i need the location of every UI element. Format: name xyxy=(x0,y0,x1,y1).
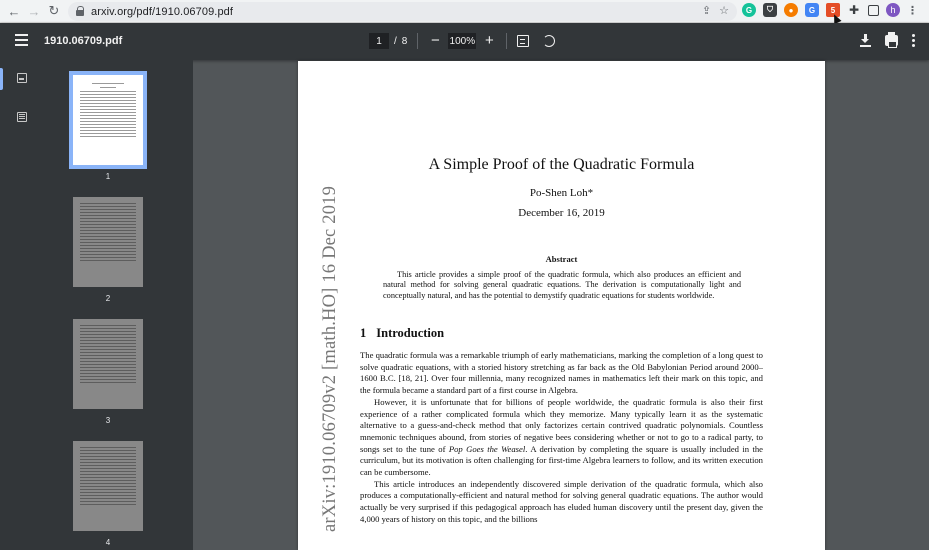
print-icon[interactable] xyxy=(885,35,898,46)
honey-extension-icon[interactable]: ● xyxy=(784,3,798,17)
file-title: 1910.06709.pdf xyxy=(44,35,123,47)
document-outline-icon[interactable] xyxy=(17,112,27,122)
thumbnail-panel xyxy=(40,60,193,550)
section-title: Introduction xyxy=(376,326,445,340)
page-number-input[interactable]: 1 xyxy=(369,33,389,49)
thumbnail-label: 3 xyxy=(105,416,111,425)
thumbnail-label: 2 xyxy=(105,294,111,303)
body-text xyxy=(360,350,763,526)
more-actions-icon[interactable] xyxy=(912,34,915,47)
side-panel-icon[interactable] xyxy=(868,5,879,16)
html5-extension-icon[interactable]: 5 xyxy=(826,3,840,17)
song-title: Pop Goes the Weasel xyxy=(448,443,526,454)
toolbar-divider xyxy=(506,33,507,49)
address-bar[interactable] xyxy=(68,2,737,21)
page-thumbnail-1[interactable] xyxy=(73,75,143,165)
toolbar-divider xyxy=(417,33,418,49)
back-icon[interactable]: ← xyxy=(7,3,21,19)
zoom-out-button[interactable]: − xyxy=(430,32,440,49)
thumbnail-label: 1 xyxy=(105,172,111,181)
pdf-toolbar xyxy=(0,23,929,60)
paper-date: December 16, 2019 xyxy=(518,207,605,219)
section-heading xyxy=(360,326,454,341)
page-thumbnail-4[interactable] xyxy=(73,441,143,531)
browser-menu-icon[interactable]: ⋮ xyxy=(907,4,918,17)
reload-icon[interactable]: ↻ xyxy=(48,3,60,18)
forward-icon[interactable]: → xyxy=(27,3,41,19)
page-thumbnail-3[interactable] xyxy=(73,319,143,409)
lock-icon xyxy=(76,6,85,17)
abstract-heading: Abstract xyxy=(545,254,578,264)
share-icon[interactable]: ⇪ xyxy=(701,5,712,17)
page-separator: / xyxy=(394,35,397,47)
sidebar-rail xyxy=(0,60,40,550)
puzzle-extensions-icon[interactable]: ✚ xyxy=(848,3,860,17)
fit-to-page-icon[interactable] xyxy=(517,35,529,47)
page-thumbnail-2[interactable] xyxy=(73,197,143,287)
zoom-input[interactable]: 100% xyxy=(448,33,476,49)
url-text[interactable]: arxiv.org/pdf/1910.06709.pdf xyxy=(91,5,234,18)
profile-avatar[interactable]: h xyxy=(886,3,900,17)
paragraph-text: . A derivation by completing the square is usually included in the curriculum, but its motivation is often challenging for first-time Algebra learners to follow, and its written execution can be cumbersome. xyxy=(360,443,763,478)
section-number: 1 xyxy=(360,326,367,340)
paragraph: This article introduces an independently discovered simple derivation of the quadratic formula, which also produces a computationally-efficient and natural method for solving general quadratic equations. The author would actually be very surprised if this pedagogical approach has eluded human discovery until the present day, given the 4,000 years of history on this topic, and the billions xyxy=(360,478,763,524)
bookmark-star-icon[interactable]: ☆ xyxy=(719,5,729,17)
paragraph: The quadratic formula was a remarkable triumph of early mathematicians, marking the completion of a long quest to solve quadratic equations, with a storied history stretching as far back as the Old Babylonian Period around 2000–1600 B.C. [18, 21]. Over four millennia, many recognized names in mathematics left their mark on this topic, and the formula became a standard part of a first course in Algebra. xyxy=(360,350,763,396)
thumbnails-view-icon[interactable] xyxy=(17,73,27,83)
page-zoom-controls xyxy=(369,32,555,50)
toolbar-actions xyxy=(860,34,915,47)
thumbnail-label: 4 xyxy=(105,538,111,547)
paragraph xyxy=(360,397,763,479)
hamburger-menu-icon[interactable] xyxy=(15,34,28,48)
paper-title: A Simple Proof of the Quadratic Formula xyxy=(428,156,695,173)
abstract-text: This article provides a simple proof of the quadratic formula, which also produces an efficient and natural method for solving general quadratic equations. The derivation is computationally light and conceptually natural, and has the potential to demystify quadratic equations for students worldwide. xyxy=(383,270,741,300)
grammarly-icon[interactable]: G xyxy=(742,3,756,17)
active-indicator xyxy=(0,68,3,90)
pdf-page xyxy=(298,61,825,550)
paper-author: Po-Shen Loh* xyxy=(529,187,594,199)
rotate-icon[interactable] xyxy=(543,35,555,47)
paragraph-text: However, it is unfortunate that for billions of people worldwide, the quadratic formula is also their first experience of a rather complicated formula which they memorize. Many typically learn it as the systematic alternative to a guess-and-check method that only factorizes certain contrived quadratic polynomials. Countless mnemonic techniques abound, from stories of negative bees considering whether or not to go to a radical party, to songs set to the tune of xyxy=(360,396,763,454)
arxiv-stamp: arXiv:1910.06709v2 [math.HO] 16 Dec 2019 xyxy=(320,185,340,532)
download-icon[interactable] xyxy=(860,34,871,47)
zoom-in-button[interactable]: + xyxy=(484,32,494,49)
browser-toolbar xyxy=(0,0,929,23)
translate-extension-icon[interactable]: G xyxy=(805,3,819,17)
shield-extension-icon[interactable]: ⛉ xyxy=(763,3,777,17)
total-pages: 8 xyxy=(401,35,408,47)
